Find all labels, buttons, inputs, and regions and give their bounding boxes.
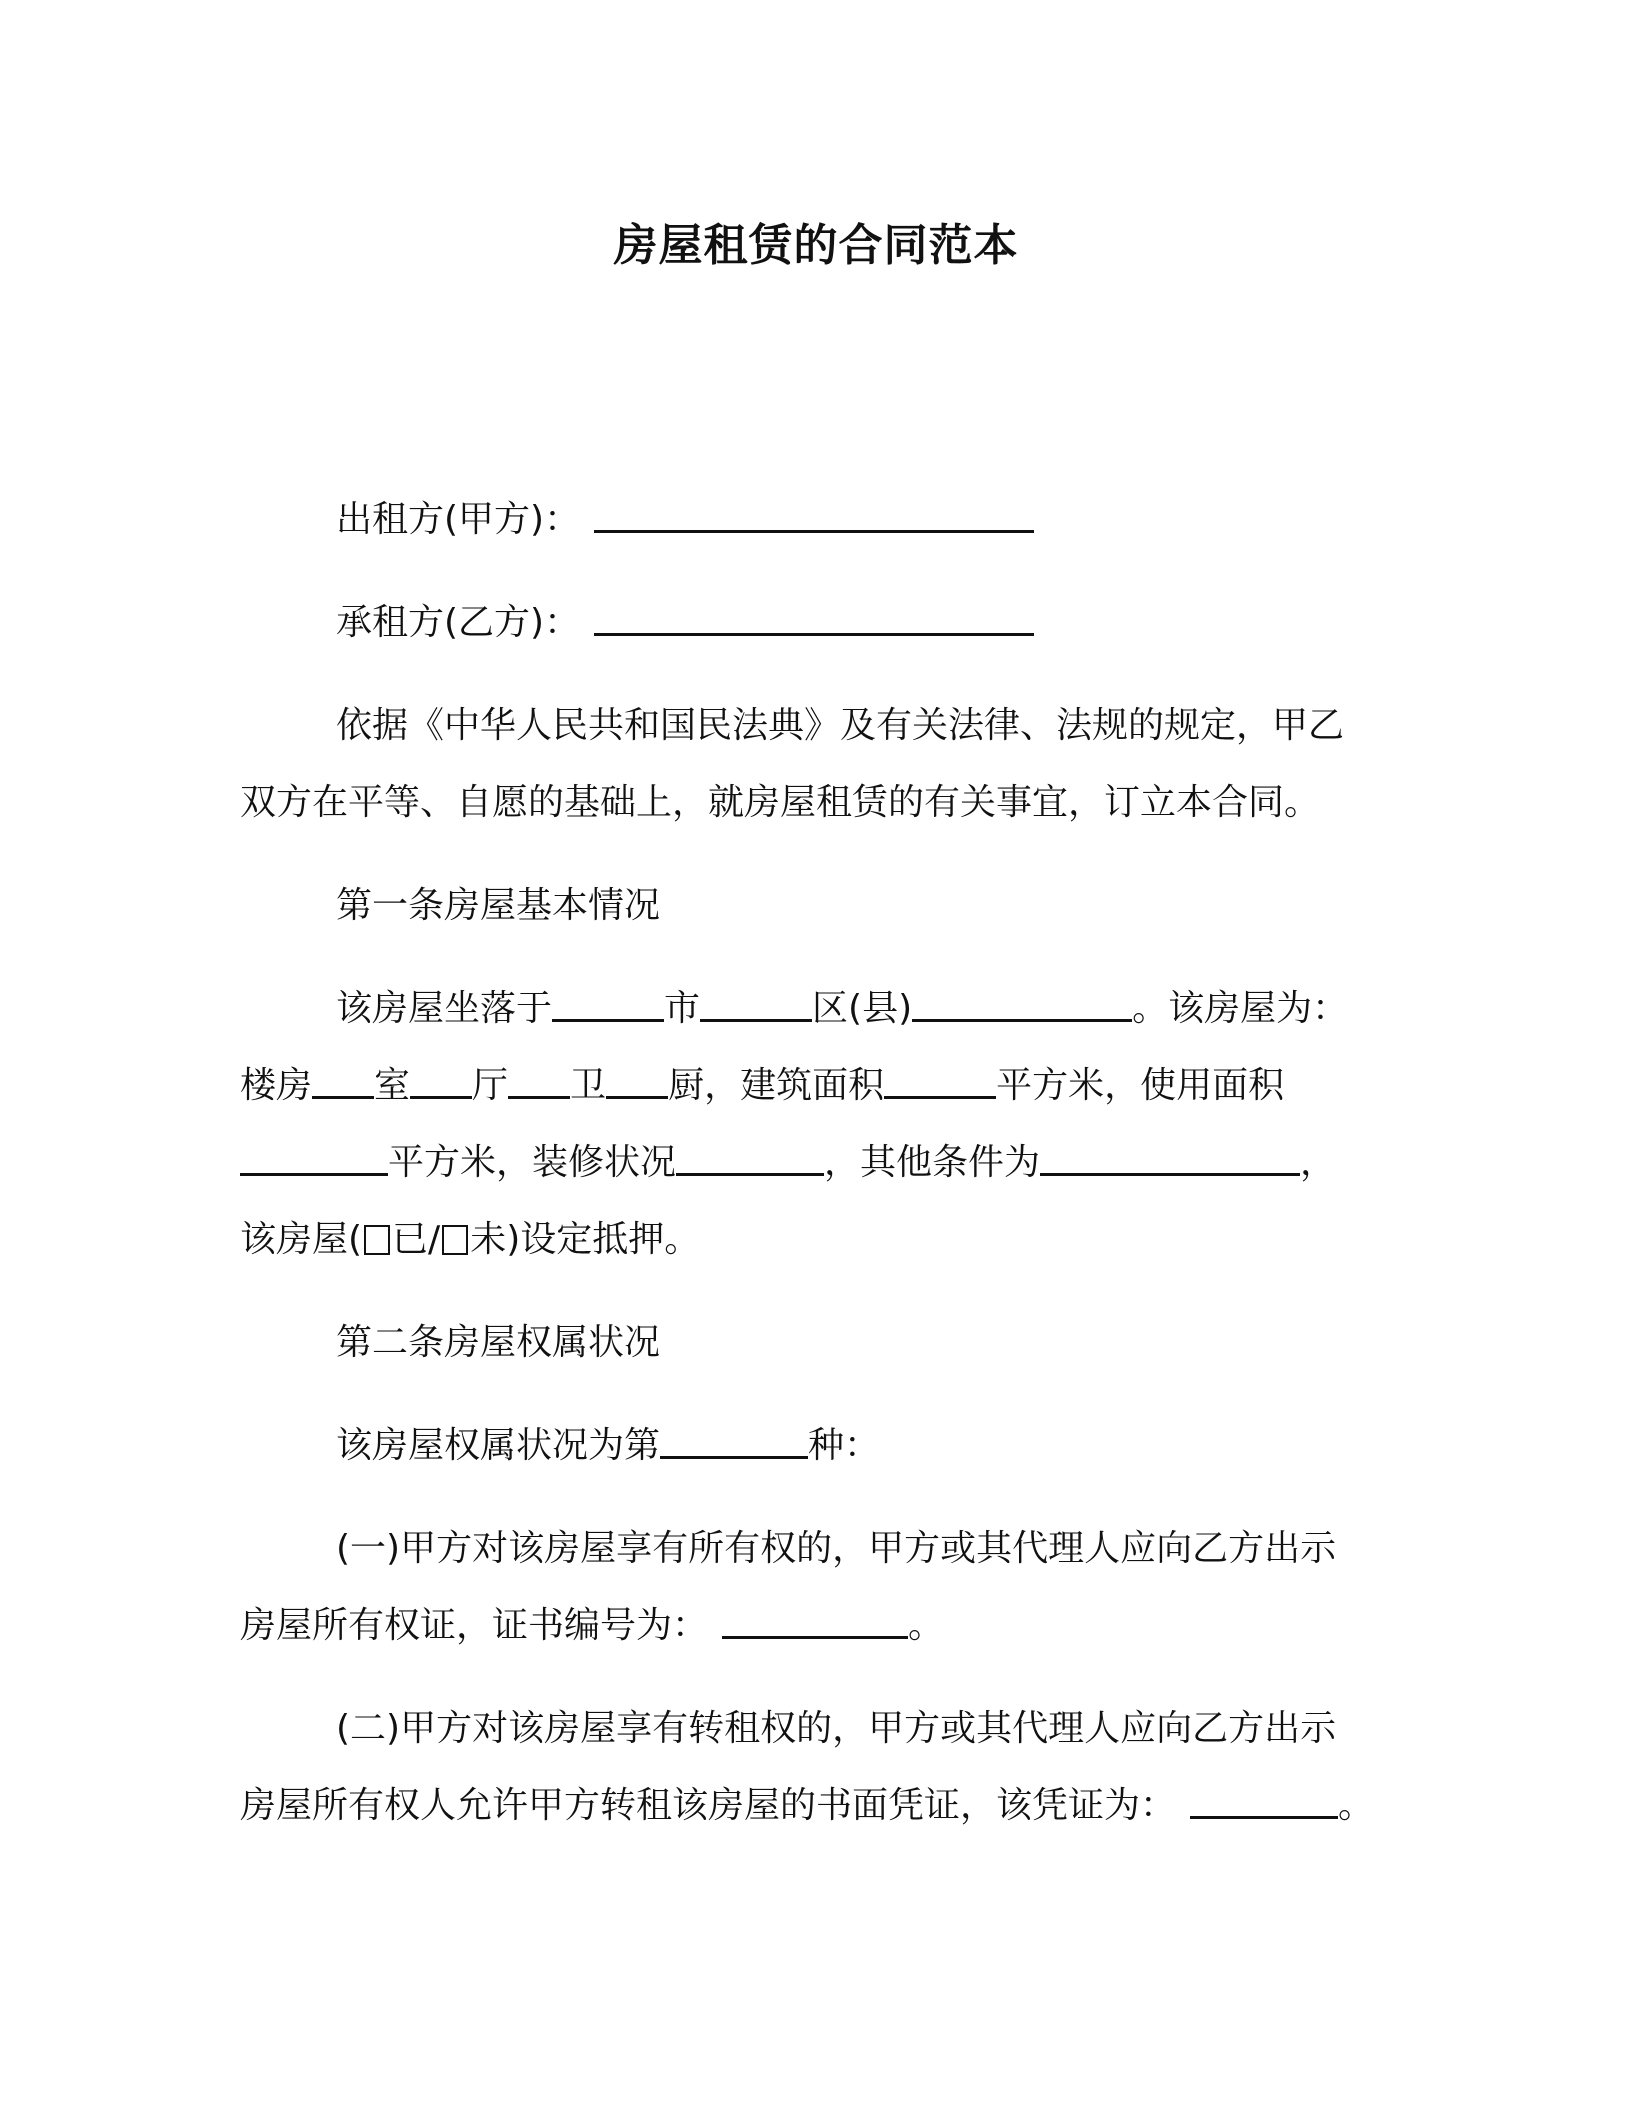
article1-line-3: 平方米，装修状况 ，其他条件为 ， (240, 1137, 1336, 1189)
lessee-line (336, 597, 1034, 649)
kitchen-blank (606, 1066, 668, 1099)
article2-para2-line-1: (二)甲方对该房屋享有转租权的，甲方或其代理人应向乙方出示 (336, 1708, 1337, 1749)
certificate-number-blank (722, 1606, 908, 1639)
bath-blank (508, 1066, 570, 1099)
city-blank (552, 989, 664, 1022)
article1-line-2: 楼房 室 厅 卫 厨，建筑面积 平方米，使用面积 (240, 1065, 1285, 1106)
sublease-voucher-blank (1190, 1786, 1338, 1819)
document-title: 房屋租赁的合同范本 (613, 220, 1019, 271)
lessee-blank (594, 603, 1034, 636)
address-blank (912, 989, 1132, 1022)
building-area-blank (884, 1066, 996, 1099)
article2-para1-line-2: 房屋所有权证，证书编号为： 。 (240, 1605, 945, 1646)
article2-heading: 第二条房屋权属状况 (336, 1322, 661, 1363)
hall-blank (410, 1066, 472, 1099)
not-mortgaged-checkbox[interactable] (442, 1225, 468, 1255)
article2-para2-line-2: 房屋所有权人允许甲方转租该房屋的书面凭证，该凭证为： 。 (240, 1785, 1375, 1826)
lessor-line (336, 494, 1034, 546)
lessee-label: 承租方(乙方)： (336, 602, 581, 643)
district-blank (700, 989, 812, 1022)
room-blank (312, 1066, 374, 1099)
article1-heading: 第一条房屋基本情况 (336, 885, 661, 926)
other-conditions-blank (1040, 1143, 1300, 1176)
mortgaged-checkbox[interactable] (364, 1225, 390, 1255)
intro-line-2: 双方在平等、自愿的基础上，就房屋租赁的有关事宜，订立本合同。 (240, 782, 1321, 823)
article2-para1-line-1: (一)甲方对该房屋享有所有权的，甲方或其代理人应向乙方出示 (336, 1528, 1337, 1569)
article1-line-4: 该房屋( 已/ 未)设定抵押。 (240, 1219, 701, 1260)
intro-line-1: 依据《中华人民共和国民法典》及有关法律、法规的规定，甲乙 (336, 705, 1345, 746)
article1-line-1: 该房屋坐落于 市 区(县) 。该房屋为： (336, 988, 1349, 1029)
lessor-blank (594, 500, 1034, 533)
decoration-blank (676, 1143, 824, 1176)
ownership-type-blank (660, 1426, 808, 1459)
lessor-label: 出租方(甲方)： (336, 499, 581, 540)
article2-line-1: 该房屋权属状况为第 种： (336, 1425, 881, 1466)
usable-area-blank (240, 1143, 388, 1176)
